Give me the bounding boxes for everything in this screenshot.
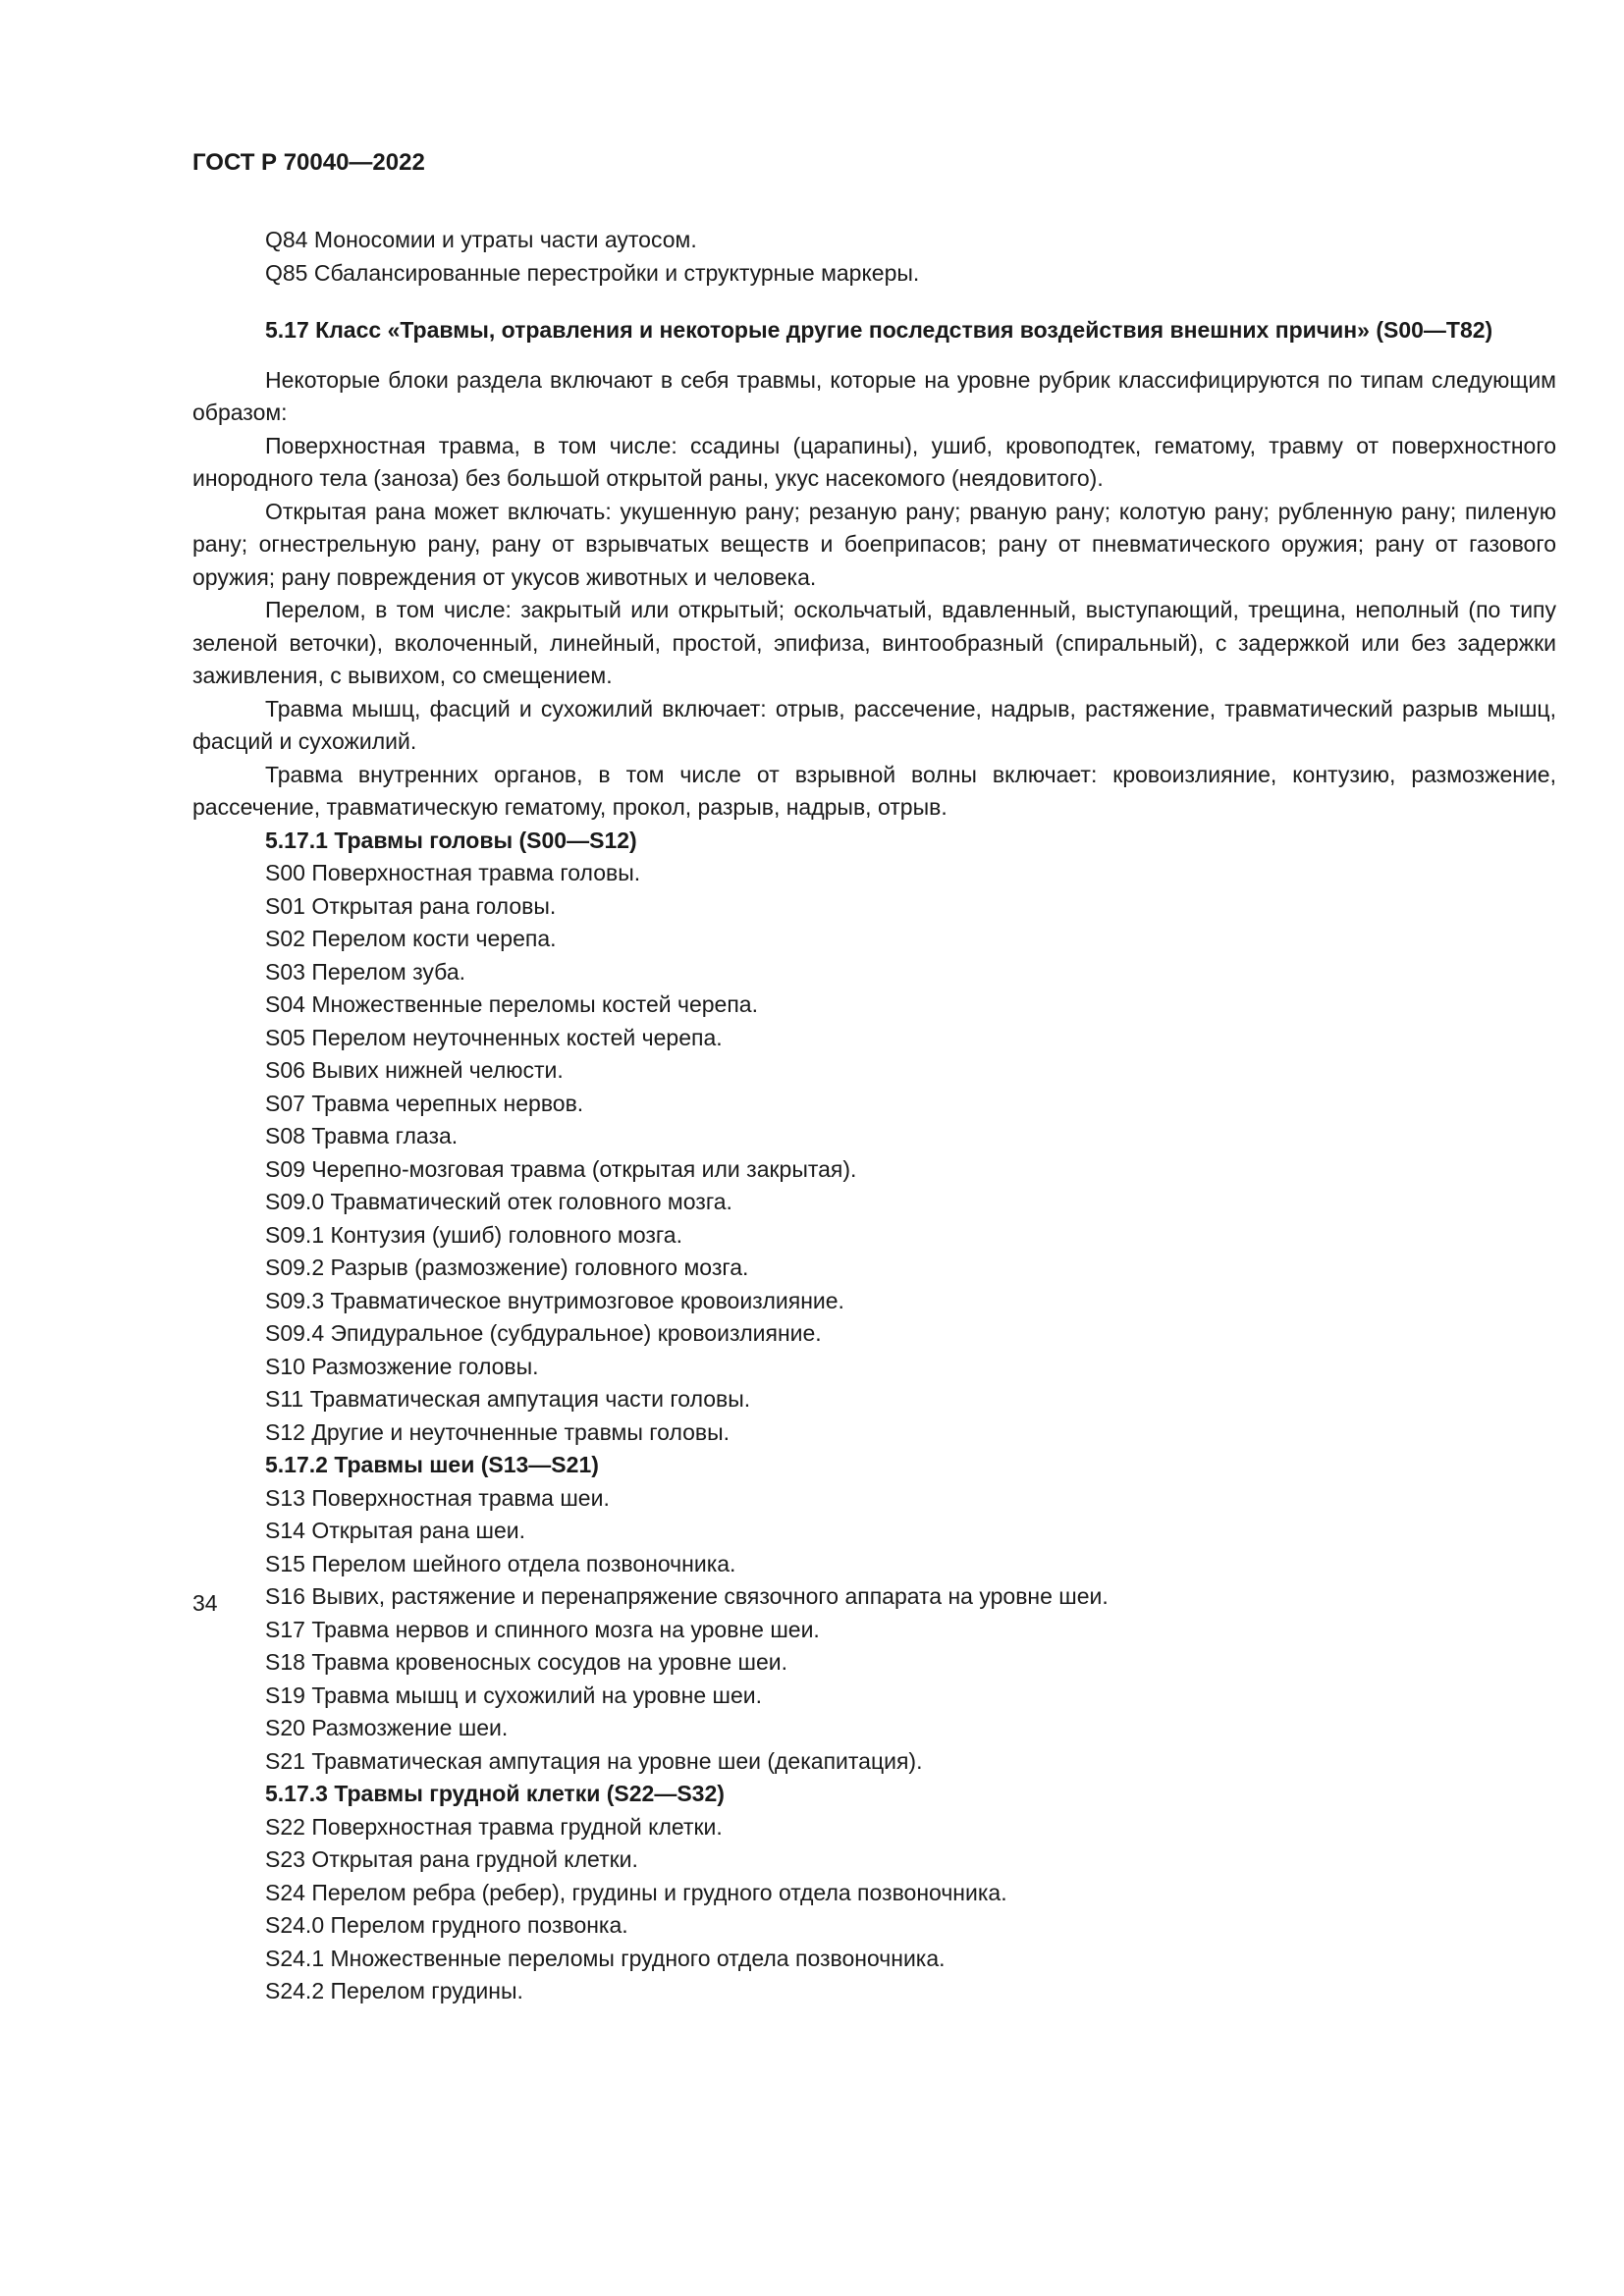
paragraph: Некоторые блоки раздела включают в себя травмы, которые на уровне рубрик классифицируются по типам следующим образом: bbox=[192, 366, 1556, 425]
page-number: 34 bbox=[192, 1590, 218, 1616]
list-item: S24.2 Перелом грудины. bbox=[265, 1978, 523, 2003]
list-item: S06 Вывих нижней челюсти. bbox=[265, 1057, 564, 1083]
list-item: S12 Другие и неуточненные травмы головы. bbox=[265, 1418, 731, 1445]
list-item: S09.2 Разрыв (размозжение) головного мозга. bbox=[265, 1255, 749, 1280]
list-item: Q84 Моносомии и утраты части аутосом. bbox=[265, 227, 697, 252]
document-body bbox=[192, 224, 1556, 2008]
document-header: ГОСТ Р 70040—2022 bbox=[192, 149, 425, 176]
list-item: Q85 Сбалансированные перестройки и структурные маркеры. bbox=[265, 259, 920, 286]
list-item: S09.4 Эпидуральное (субдуральное) кровоизлияние. bbox=[265, 1320, 822, 1346]
list-item: S19 Травма мышц и сухожилий на уровне шеи. bbox=[265, 1682, 763, 1708]
subsections bbox=[192, 825, 1556, 2008]
list-item: S15 Перелом шейного отдела позвоночника. bbox=[265, 1550, 736, 1576]
list-item: S09.3 Травматическое внутримозговое кровоизлияние. bbox=[265, 1287, 844, 1313]
list-item: S00 Поверхностная травма головы. bbox=[265, 860, 641, 885]
list-item: S09.0 Травматический отек головного мозга. bbox=[265, 1189, 732, 1214]
list-item: S20 Размозжение шеи. bbox=[265, 1715, 509, 1740]
list-item: S16 Вывих, растяжение и перенапряжение связочного аппарата на уровне шеи. bbox=[265, 1583, 1109, 1609]
list-item: S04 Множественные переломы костей черепа. bbox=[265, 991, 758, 1017]
list-item: S11 Травматическая ампутация части головы. bbox=[265, 1386, 751, 1412]
subsection-title: 5.17.3 Травмы грудной клетки (S22—S32) bbox=[265, 1781, 725, 1806]
list-item: S14 Открытая рана шеи. bbox=[265, 1518, 525, 1543]
list-item: S01 Открытая рана головы. bbox=[265, 892, 557, 919]
list-item: S22 Поверхностная травма грудной клетки. bbox=[265, 1813, 723, 1840]
list-item: S02 Перелом кости черепа. bbox=[265, 926, 557, 951]
list-item: S03 Перелом зуба. bbox=[265, 958, 466, 985]
list-item: S17 Травма нервов и спинного мозга на уровне шеи. bbox=[265, 1616, 820, 1642]
list-item: S09 Черепно-мозговая травма (открытая или закрытая). bbox=[265, 1155, 857, 1182]
list-item: S24.0 Перелом грудного позвонка. bbox=[265, 1912, 628, 1938]
list-item: S10 Размозжение головы. bbox=[265, 1353, 539, 1379]
paragraph: Перелом, в том числе: закрытый или открытый; оскольчатый, вдавленный, выступающий, трещина, неполный (по типу зеленой веточки), вколоченный, линейный, простой, эпифиза, винтообразный (спиральный), с задержкой или без задержки заживления, с вывихом, со смещением. bbox=[192, 597, 1556, 688]
list-item: S24 Перелом ребра (ребер), грудины и грудного отдела позвоночника. bbox=[265, 1879, 1007, 1905]
list-item: S24.1 Множественные переломы грудного отдела позвоночника. bbox=[265, 1945, 946, 1971]
list-item: S07 Травма черепных нервов. bbox=[265, 1090, 584, 1116]
paragraphs bbox=[192, 364, 1556, 825]
section-title: 5.17 Класс «Травмы, отравления и некоторые другие последствия воздействия внешних причин» (S00—T82) bbox=[265, 317, 1493, 343]
paragraph: Травма мышц, фасций и сухожилий включает: отрыв, рассечение, надрыв, растяжение, травматический разрыв мышц, фасций и сухожилий. bbox=[192, 695, 1556, 754]
paragraph: Открытая рана может включать: укушенную рану; резаную рану; рваную рану; колотую рану; рубленную рану; пиленую рану; огнестрельную рану, рану от взрывчатых веществ и боеприпасов; рану от пневматического оружия; рану от газового оружия; рану повреждения от укусов животных и человека. bbox=[192, 498, 1556, 590]
paragraph: Поверхностная травма, в том числе: ссадины (царапины), ушиб, кровоподтек, гематому, травму от поверхностного инородного тела (заноза) без большой открытой раны, укус насекомого (неядовитого). bbox=[192, 432, 1556, 491]
list-item: S18 Травма кровеносных сосудов на уровне шеи. bbox=[265, 1649, 788, 1675]
paragraph: Травма внутренних органов, в том числе от взрывной волны включает: кровоизлияние, контузию, размозжение, рассечение, травматическую гематому, прокол, разрыв, надрыв, отрыв. bbox=[192, 761, 1556, 820]
subsection-title: 5.17.2 Травмы шеи (S13—S21) bbox=[265, 1452, 599, 1477]
list-item: S09.1 Контузия (ушиб) головного мозга. bbox=[265, 1221, 682, 1248]
subsection-title: 5.17.1 Травмы головы (S00—S12) bbox=[265, 827, 637, 853]
list-item: S05 Перелом неуточненных костей черепа. bbox=[265, 1024, 723, 1050]
list-item: S23 Открытая рана грудной клетки. bbox=[265, 1846, 638, 1872]
list-item: S13 Поверхностная травма шеи. bbox=[265, 1484, 610, 1511]
list-item: S08 Травма глаза. bbox=[265, 1123, 459, 1148]
list-item: S21 Травматическая ампутация на уровне шеи (декапитация). bbox=[265, 1747, 923, 1774]
